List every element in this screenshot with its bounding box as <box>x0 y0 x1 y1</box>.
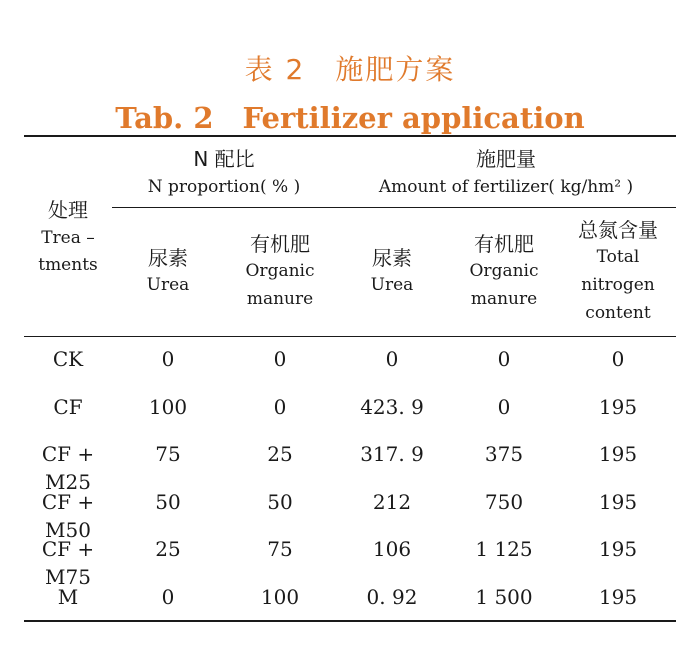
header-col-cn: 尿素 <box>148 246 188 270</box>
value-cell: 0 <box>273 395 287 419</box>
value-cell: 0 <box>611 347 625 371</box>
header-treatment-en-2: tments <box>38 255 98 275</box>
value-cell: 100 <box>260 585 300 609</box>
value-cell: 195 <box>598 585 638 609</box>
treatment-cell: CF + M25 <box>41 442 95 494</box>
header-col-en: Organic <box>245 261 315 281</box>
table-caption-en: Tab. 2 Fertilizer application <box>115 101 585 135</box>
value-cell: 106 <box>372 537 412 561</box>
value-cell: 1 125 <box>475 537 533 561</box>
value-cell: 317. 9 <box>360 442 424 466</box>
value-cell: 423. 9 <box>360 395 424 419</box>
header-col-en: Total <box>596 247 640 267</box>
value-cell: 195 <box>598 537 638 561</box>
value-cell: 195 <box>598 442 638 466</box>
header-col-en: manure <box>246 289 314 309</box>
value-cell: 0 <box>385 347 399 371</box>
value-cell: 0 <box>497 347 511 371</box>
value-cell: 25 <box>155 537 181 561</box>
table-caption-cn: 表 2 施肥方案 <box>244 53 456 86</box>
value-cell: 375 <box>484 442 524 466</box>
treatment-cell: CF + M50 <box>41 490 95 542</box>
header-col-cn: 总氮含量 <box>578 218 658 242</box>
bottom-rule <box>24 620 676 622</box>
treatment-cell: M <box>57 585 79 609</box>
value-cell: 212 <box>372 490 412 514</box>
header-col-cn: 有机肥 <box>474 232 534 256</box>
treatment-cell: CK <box>52 347 84 371</box>
top-rule <box>24 135 676 137</box>
value-cell: 1 500 <box>475 585 533 609</box>
value-cell: 100 <box>148 395 188 419</box>
header-col-cn: 尿素 <box>372 246 412 270</box>
treatment-cell: CF + M75 <box>41 537 95 589</box>
value-cell: 195 <box>598 490 638 514</box>
header-treatment-cn: 处理 <box>48 198 88 222</box>
header-col-cn: 有机肥 <box>250 232 310 256</box>
value-cell: 195 <box>598 395 638 419</box>
header-col-en: Urea <box>146 275 190 295</box>
header-n-proportion-en: N proportion( % ) <box>147 177 301 197</box>
value-cell: 25 <box>267 442 293 466</box>
value-cell: 75 <box>155 442 181 466</box>
header-subrule <box>112 207 676 208</box>
header-col-en: Urea <box>370 275 414 295</box>
value-cell: 750 <box>484 490 524 514</box>
treatment-cell: CF <box>53 395 83 419</box>
value-cell: 0. 92 <box>366 585 418 609</box>
header-n-proportion-cn: N 配比 <box>193 147 255 171</box>
value-cell: 0 <box>497 395 511 419</box>
header-treatment-en-1: Trea – <box>41 228 95 248</box>
value-cell: 50 <box>155 490 181 514</box>
header-bottom-rule <box>24 336 676 337</box>
header-col-en: Organic <box>469 261 539 281</box>
header-col-en: content <box>585 303 651 323</box>
value-cell: 75 <box>267 537 293 561</box>
value-cell: 0 <box>161 585 175 609</box>
header-col-en: manure <box>470 289 538 309</box>
value-cell: 0 <box>273 347 287 371</box>
value-cell: 50 <box>267 490 293 514</box>
value-cell: 0 <box>161 347 175 371</box>
header-col-en: nitrogen <box>581 275 655 295</box>
header-amount-cn: 施肥量 <box>476 147 536 171</box>
header-amount-en: Amount of fertilizer( kg/hm² ) <box>378 177 634 197</box>
